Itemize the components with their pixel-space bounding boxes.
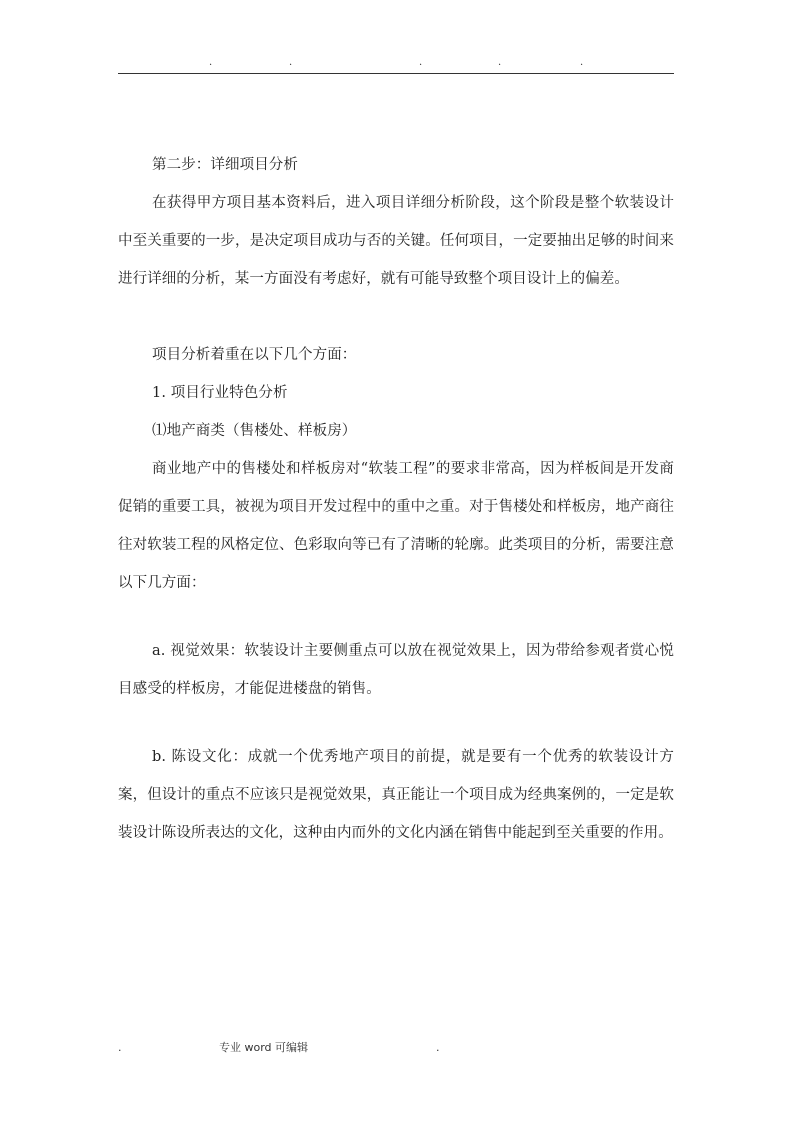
header-dot: . [209, 57, 213, 68]
footer-left-dot: . [118, 1041, 122, 1054]
subsection-heading-1: ⑴地产商类（售楼处、样板房） [152, 423, 357, 439]
intro-paragraph: 在获得甲方项目基本资料后，进入项目详细分析阶段，这个阶段是整个软装设计中至关重要的一步，是决定项目成功与否的关键。任何项目，一定要抽出足够的时间来进行详细的分析，某一方面没有考虑好，就有可能导致整个项目设计上的偏差。 [118, 195, 674, 287]
header-dot: . [498, 57, 502, 68]
footer-right-dot: . [436, 1041, 440, 1054]
header-rule [118, 73, 674, 74]
footer-label: 专业 word 可编辑 [219, 1041, 309, 1054]
paragraph-gap [118, 708, 674, 738]
step-title: 第二步：详细项目分析 [152, 157, 298, 173]
header-dot: . [289, 57, 293, 68]
focus-title: 项目分析着重在以下几个方面： [152, 347, 357, 363]
paragraph-gap [118, 298, 674, 336]
section-heading-1: 1. 项目行业特色分析 [152, 385, 288, 401]
paragraph-gap [118, 602, 674, 632]
footer [118, 1038, 674, 1058]
header-dots [0, 56, 794, 70]
document-content [118, 146, 674, 852]
subsection-1-body: 商业地产中的售楼处和样板房对“软装工程”的要求非常高，因为样板间是开发商促销的重要工具，被视为项目开发过程中的重中之重。对于售楼处和样板房，地产商往往对软装工程的风格定位、色彩取向等已有了清晰的轮廓。此类项目的分析，需要注意以下几方面： [118, 461, 674, 591]
point-b: b. 陈设文化：成就一个优秀地产项目的前提，就是要有一个优秀的软装设计方案，但设计的重点不应该只是视觉效果，真正能让一个项目成为经典案例的，一定是软装设计陈设所表达的文化，这种由内而外的文化内涵在销售中能起到至关重要的作用。 [118, 749, 674, 841]
point-a: a. 视觉效果：软装设计主要侧重点可以放在视觉效果上，因为带给参观者赏心悦目感受的样板房，才能促进楼盘的销售。 [118, 643, 674, 697]
header-dot: . [580, 57, 584, 68]
header-dot: . [419, 57, 423, 68]
